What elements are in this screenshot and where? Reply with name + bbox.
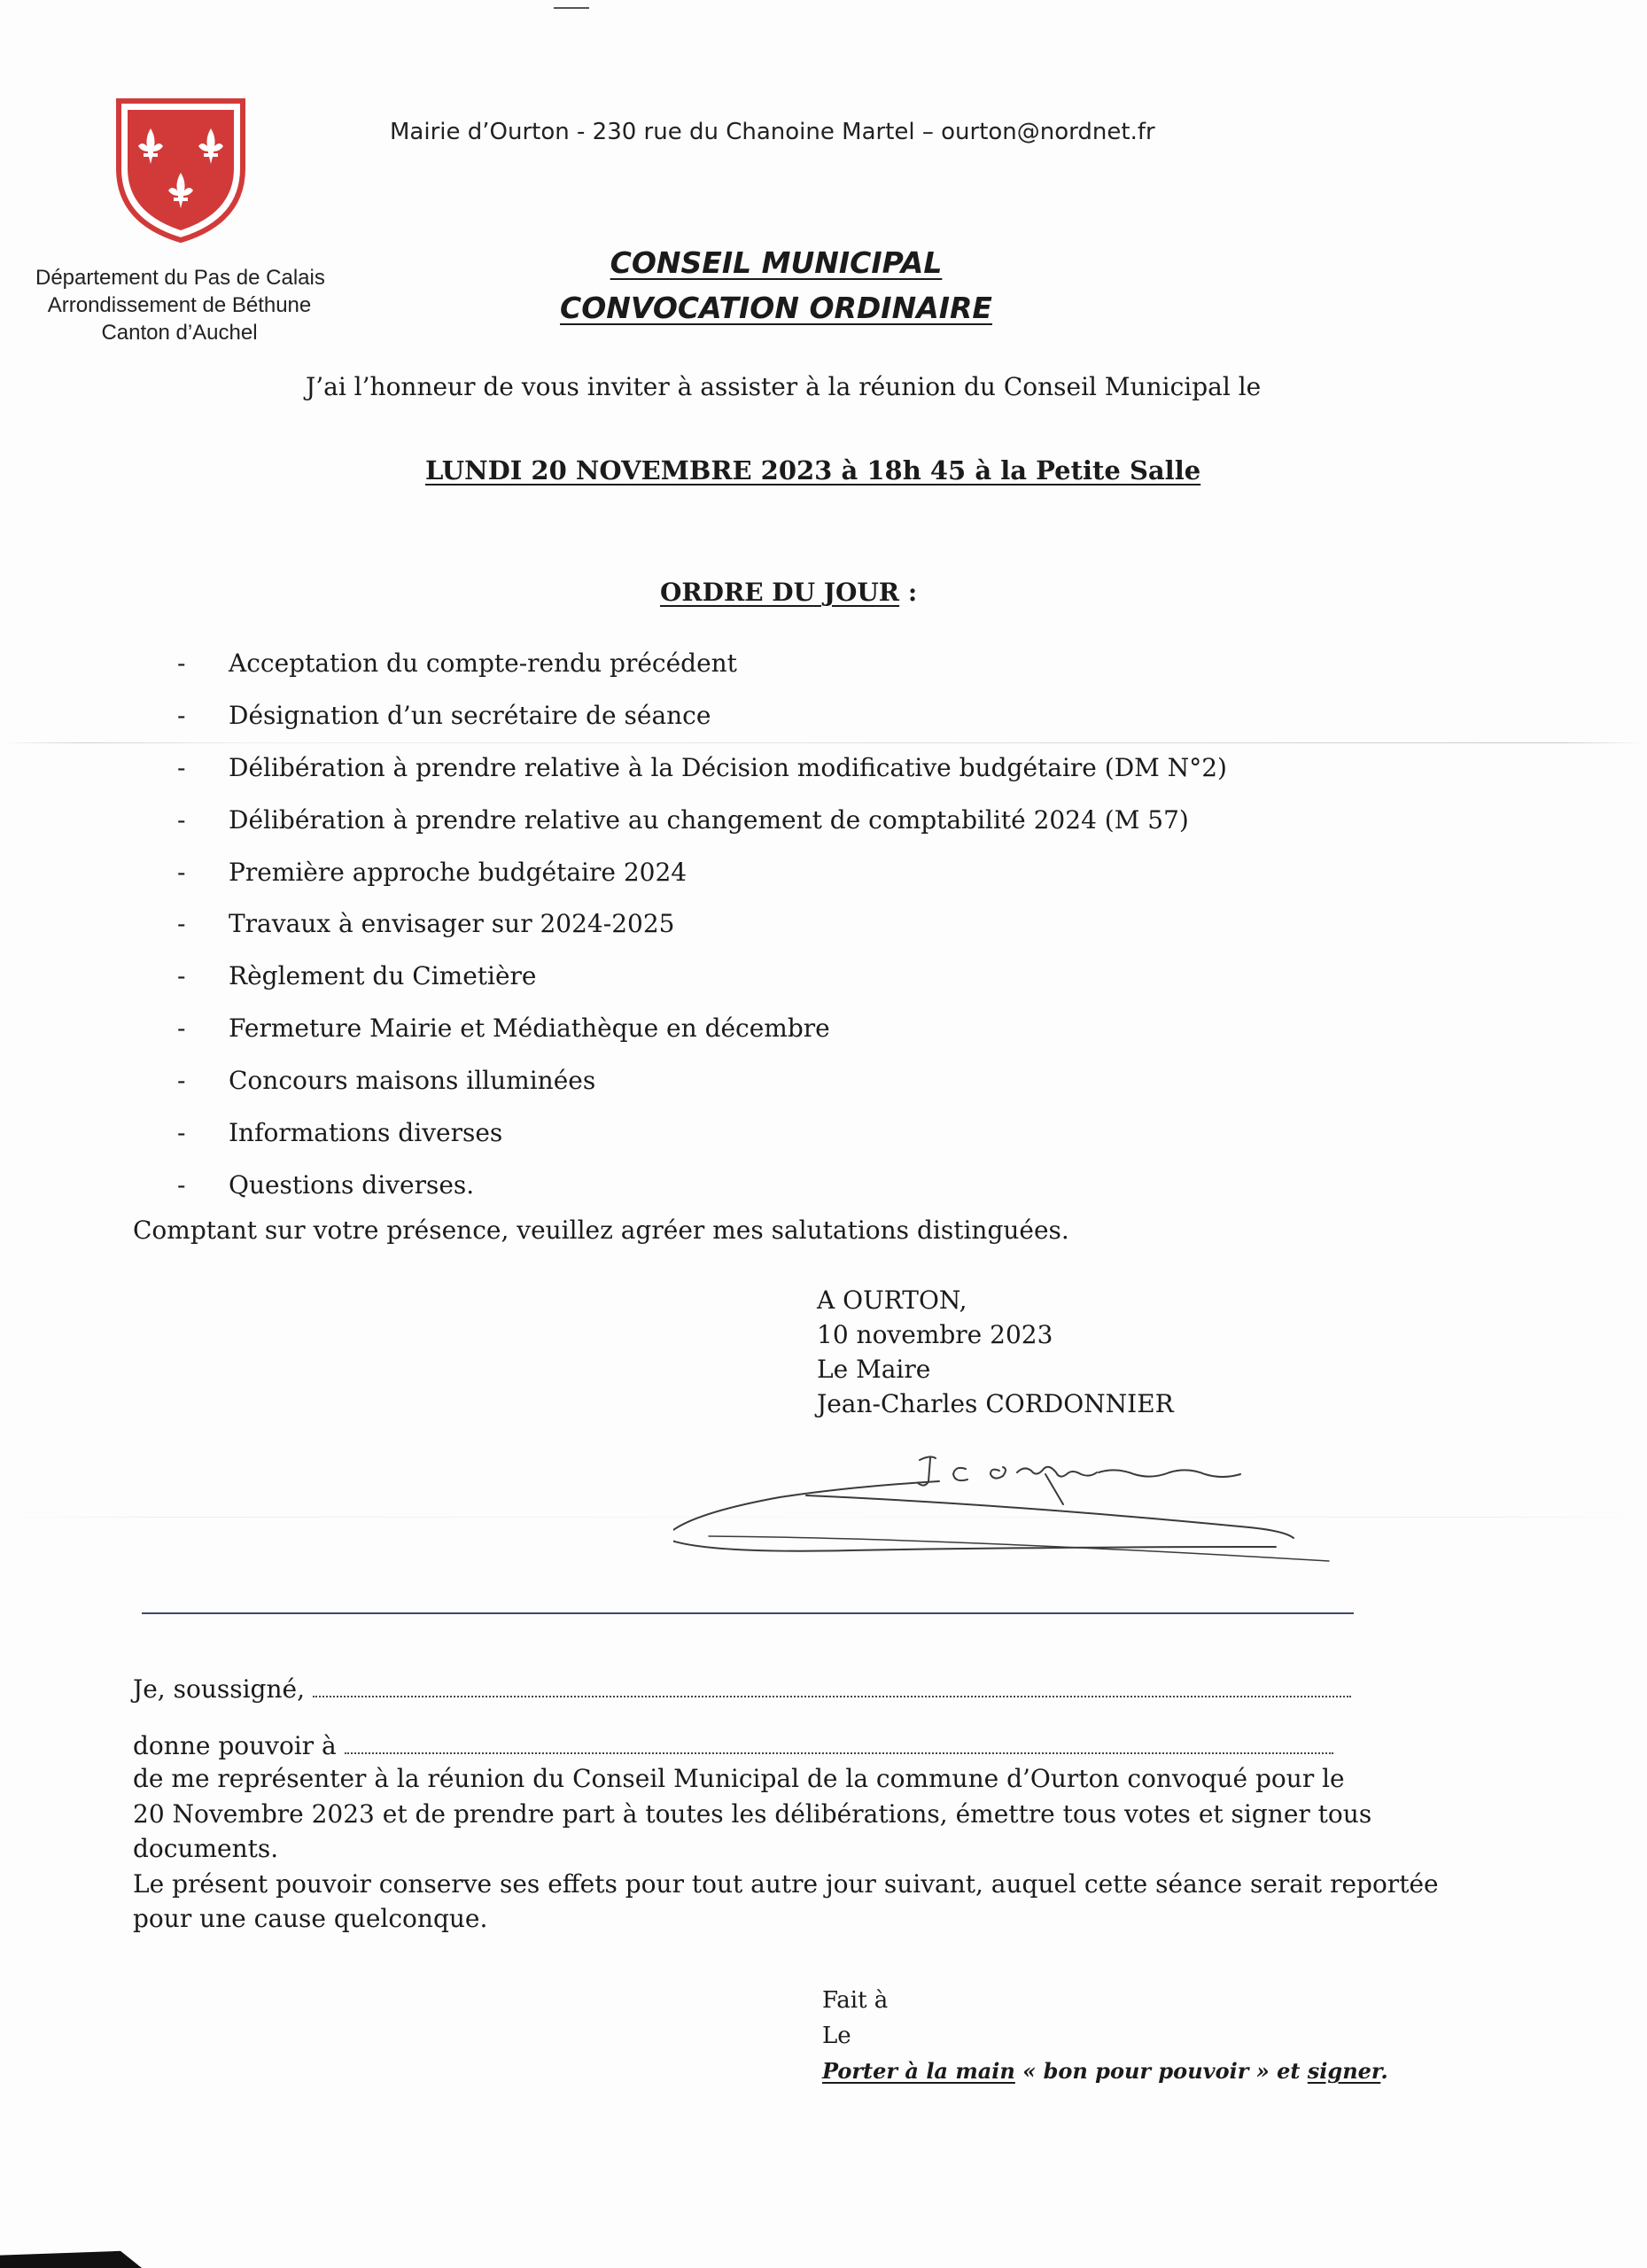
bullet-dash: - [177,752,186,782]
proxy-text-line: de me représenter à la réunion du Conseil Municipal de la commune d’Ourton convoqué pour le [133,1764,1345,1793]
instruction-part-mention: « bon pour pouvoir » et [1014,2058,1308,2084]
agenda-item-text: Première approche budgétaire 2024 [229,857,688,887]
proxy-paragraph [133,1761,1515,1937]
role-line: Le Maire [817,1355,931,1384]
meeting-datetime: LUNDI 20 NOVEMBRE 2023 à 18h 45 à la Petite Salle [425,455,1201,485]
scan-corner-shadow [0,2247,142,2268]
proxy-text-line: Le présent pouvoir conserve ses effets pour tout autre jour suivant, auquel cette séance serait reportée [133,1868,1439,1899]
fait-a-line: Fait à [822,1987,889,2014]
agenda-item-text: Délibération à prendre relative à la Décision modificative budgétaire (DM N°2) [229,752,1227,782]
place-line: A OURTON, [817,1285,967,1315]
agenda-item-text: Fermeture Mairie et Médiathèque en décembre [229,1014,830,1044]
proxy-text-line: 20 Novembre 2023 et de prendre part à toutes les délibérations, émettre tous votes et signer tous [133,1798,1372,1829]
agenda-list [177,638,1227,1212]
department-block [35,264,323,346]
agenda-item-text: Désignation d’un secrétaire de séance [229,700,711,730]
coat-of-arms-logo [115,97,246,244]
proxy-text-line: pour une cause quelconque. [133,1904,488,1933]
agenda-heading [660,578,917,607]
proxy-text-line: documents. [133,1834,279,1863]
closing-salutation: Comptant sur votre présence, veuillez agréer mes salutations distinguées. [133,1216,1069,1245]
list-item [177,898,1227,951]
instruction-part-handwrite: Porter à la main [822,2058,1015,2084]
list-item [177,690,1227,742]
bullet-dash: - [177,1014,186,1044]
list-item [177,742,1227,795]
bullet-dash: - [177,804,186,835]
le-line: Le [822,2023,851,2049]
list-item [177,1055,1227,1107]
agenda-item-text: Travaux à envisager sur 2024-2025 [229,909,675,939]
mayor-name: Jean-Charles CORDONNIER [817,1389,1174,1418]
instruction-part-sign: signer [1307,2058,1381,2084]
bullet-dash: - [177,700,186,730]
bullet-dash: - [177,1169,186,1200]
bullet-dash: - [177,961,186,991]
agenda-item-text: Questions diverses. [229,1169,475,1200]
date-line: 10 novembre 2023 [817,1320,1053,1349]
mairie-address: Mairie d’Ourton - 230 rue du Chanoine Martel – ourton@nordnet.fr [390,119,1155,145]
department-line: Département du Pas de Calais [35,266,325,290]
list-item [177,1160,1227,1212]
bullet-dash: - [177,1118,186,1148]
delegate-name-field[interactable] [345,1729,1333,1754]
agenda-title: ORDRE DU JOUR [660,578,900,607]
instruction-part-end: . [1380,2058,1388,2084]
proxy-signature-block [822,1983,1388,2089]
list-item [177,795,1227,847]
bullet-dash: - [177,909,186,939]
document-subtitle: CONVOCATION ORDINAIRE [560,291,992,325]
scan-mark [554,7,589,9]
signing-instruction [822,2054,1388,2089]
scan-fold-line [0,742,1647,743]
agenda-item-text: Concours maisons illuminées [229,1066,596,1096]
proxy-delegate-line [133,1729,1333,1760]
list-item [177,638,1227,690]
agenda-item-text: Informations diverses [229,1118,503,1148]
mayor-signature-block [817,1283,1174,1421]
arrondissement-line: Arrondissement de Béthune [47,293,312,317]
handwritten-signature [673,1442,1347,1575]
list-item [177,847,1227,899]
proxy-signer-line [133,1673,1351,1704]
list-item [177,951,1227,1003]
invitation-text: J’ai l’honneur de vous inviter à assister à la réunion du Conseil Municipal le [306,372,1262,401]
document-title: CONSEIL MUNICIPAL [610,245,943,280]
bullet-dash: - [177,649,186,678]
agenda-item-text: Acceptation du compte-rendu précédent [229,649,737,678]
bullet-dash: - [177,1066,186,1096]
agenda-item-text: Délibération à prendre relative au changement de comptabilité 2024 (M 57) [229,804,1189,835]
tear-off-separator [142,1612,1354,1614]
bullet-dash: - [177,857,186,887]
list-item [177,1003,1227,1055]
proxy-signer-label: Je, soussigné, [133,1674,305,1704]
agenda-item-text: Règlement du Cimetière [229,961,537,991]
signer-name-field[interactable] [313,1673,1351,1697]
proxy-delegate-label: donne pouvoir à [133,1731,337,1760]
agenda-colon: : [899,578,918,607]
list-item [177,1107,1227,1160]
scan-fold-line [0,1517,1647,1518]
canton-line: Canton d’Auchel [101,321,258,345]
